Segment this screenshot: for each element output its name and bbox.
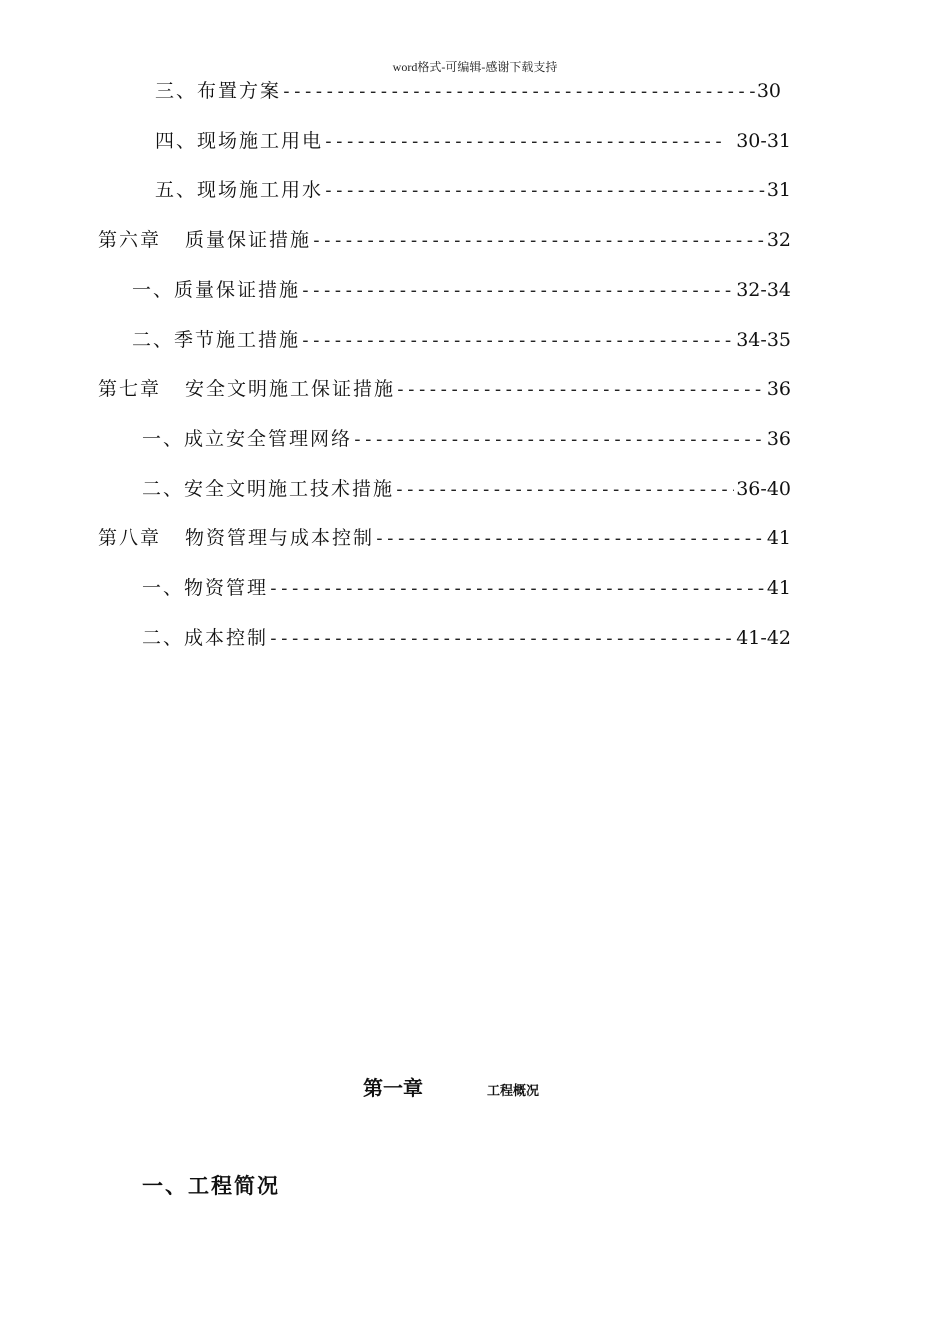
toc-entry-page: 41-42 xyxy=(736,627,791,649)
toc-entry-label: 五、现场施工用水 xyxy=(155,179,324,201)
toc-entry-label: 一、质量保证措施 xyxy=(132,279,301,301)
toc-leader xyxy=(268,574,765,603)
toc-entry-label: 二、季节施工措施 xyxy=(132,329,301,351)
toc-leader xyxy=(311,226,765,255)
toc-entry[interactable] xyxy=(142,623,791,653)
toc-leader xyxy=(281,77,755,106)
section-heading: 一、工程简况 xyxy=(142,1173,280,1198)
toc-leader xyxy=(323,176,765,205)
toc-entry-page: 41 xyxy=(766,527,791,549)
toc-leader xyxy=(394,475,734,504)
toc-leader xyxy=(268,624,734,653)
toc-entry-label: 二、成本控制 xyxy=(142,627,269,649)
toc-chapter-number: 第六章 xyxy=(98,229,162,251)
toc-entry-label xyxy=(98,523,374,553)
toc-leader xyxy=(395,375,765,404)
toc-chapter-number: 第八章 xyxy=(98,527,162,549)
toc-entry-label: 三、布置方案 xyxy=(155,80,282,102)
toc-entry[interactable] xyxy=(142,424,791,454)
toc-entry[interactable] xyxy=(155,76,781,106)
toc-entry-label: 一、物资管理 xyxy=(142,577,269,599)
toc-entry-label xyxy=(98,225,311,255)
toc-entry-page: 30-31 xyxy=(736,130,791,152)
chapter-name: 工程概况 xyxy=(487,1084,540,1099)
toc-entry[interactable] xyxy=(155,175,791,205)
toc-entry[interactable] xyxy=(132,275,791,305)
toc-leader xyxy=(374,524,765,553)
toc-leader xyxy=(300,326,734,355)
chapter-number: 第一章 xyxy=(363,1076,423,1100)
toc-entry-page: 32-34 xyxy=(736,279,791,301)
page-header: word格式-可编辑-感谢下载支持 xyxy=(392,60,558,74)
toc-leader xyxy=(300,276,734,305)
toc-entry-label xyxy=(98,374,395,404)
toc-entry-page: 34-35 xyxy=(736,329,791,351)
toc-entry-page: 30 xyxy=(756,80,781,102)
toc-entry-label: 二、安全文明施工技术措施 xyxy=(142,478,395,500)
toc-chapter-entry[interactable] xyxy=(98,374,791,404)
toc-entry-page: 36-40 xyxy=(736,478,791,500)
toc-entry[interactable] xyxy=(132,325,791,355)
toc-chapter-name: 安全文明施工保证措施 xyxy=(185,378,396,400)
toc-leader xyxy=(323,127,724,156)
toc-entry-label: 一、成立安全管理网络 xyxy=(142,428,353,450)
toc-entry-page: 41 xyxy=(766,577,791,599)
toc-chapter-number: 第七章 xyxy=(98,378,162,400)
toc-chapter-entry[interactable] xyxy=(98,225,791,255)
toc-entry-page: 31 xyxy=(766,179,791,201)
toc-entry[interactable] xyxy=(142,474,791,504)
toc-chapter-name: 质量保证措施 xyxy=(185,229,312,251)
toc-chapter-entry[interactable] xyxy=(98,523,791,553)
toc-chapter-name: 物资管理与成本控制 xyxy=(185,527,375,549)
toc-entry[interactable] xyxy=(155,126,791,156)
toc-entry-label: 四、现场施工用电 xyxy=(155,130,324,152)
toc-entry-page: 32 xyxy=(766,229,791,251)
toc-entry-page: 36 xyxy=(766,378,791,400)
toc-entry-page: 36 xyxy=(766,428,791,450)
toc-entry[interactable] xyxy=(142,573,791,603)
toc-leader xyxy=(352,425,765,454)
chapter-heading xyxy=(363,1072,539,1101)
